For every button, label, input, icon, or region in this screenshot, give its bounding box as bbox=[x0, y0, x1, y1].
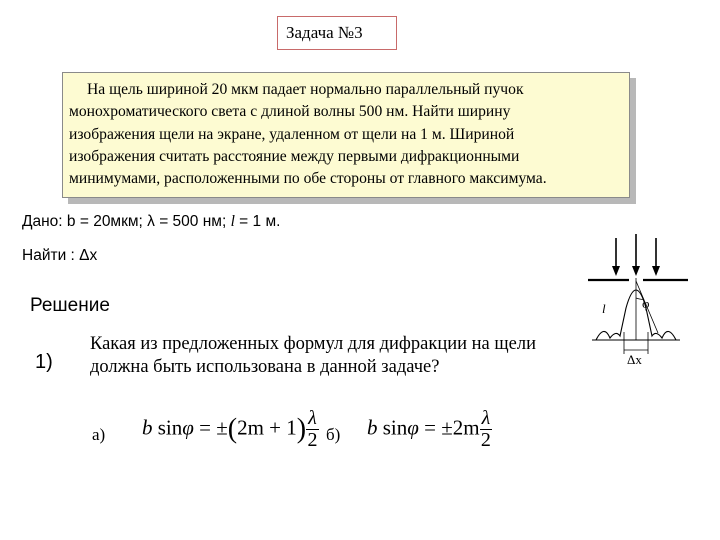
step-number: 1) bbox=[35, 351, 53, 373]
given-values bbox=[22, 213, 280, 231]
dx-label: Δx bbox=[627, 352, 642, 367]
question-line: должна быть использована в данной задаче? bbox=[90, 357, 440, 377]
option-a-label[interactable]: а) bbox=[92, 425, 106, 444]
task-title: Задача №3 bbox=[277, 16, 397, 50]
problem-line: изображения щели на экране, удаленном от щели на 1 м. Шириной bbox=[69, 125, 515, 143]
formula-option-b[interactable] bbox=[367, 408, 492, 451]
given-prefix: Дано: b = 20мкм; λ = 500 нм; bbox=[22, 213, 231, 230]
given-l-symbol: l bbox=[230, 213, 235, 230]
formula-fraction bbox=[480, 408, 493, 451]
fraction-numerator: λ bbox=[481, 407, 491, 429]
formula-eq: = ± bbox=[193, 415, 228, 440]
fraction-denominator: 2 bbox=[307, 429, 318, 451]
diffraction-diagram bbox=[576, 228, 706, 368]
formula-eq: = ±2m bbox=[418, 415, 480, 440]
problem-line: На щель шириной 20 мкм падает нормально параллельный пучок bbox=[87, 81, 524, 98]
problem-statement bbox=[62, 72, 630, 198]
solution-heading: Решение bbox=[30, 295, 110, 316]
formula-close-paren: ) bbox=[296, 413, 307, 445]
formula-fraction bbox=[306, 408, 319, 451]
problem-line: минимумами, расположенными по обе стороны от главного максимума. bbox=[69, 170, 547, 188]
formula-sin: sin bbox=[157, 415, 183, 440]
formula-option-a[interactable] bbox=[142, 408, 319, 451]
fraction-numerator: λ bbox=[308, 407, 317, 429]
incident-ray-arrows bbox=[616, 234, 656, 270]
question-line: Какая из предложенных формул для дифракции на щели bbox=[90, 334, 536, 354]
fraction-denominator: 2 bbox=[480, 429, 491, 451]
l-label: l bbox=[602, 301, 606, 316]
question-text bbox=[90, 333, 536, 379]
formula-phi: φ bbox=[407, 415, 419, 440]
formula-b: b bbox=[142, 415, 153, 440]
problem-line: изображения считать расстояние между первыми дифракционными bbox=[69, 147, 520, 165]
formula-open-paren: ( bbox=[227, 413, 238, 445]
find-statement: Найти : Δx bbox=[22, 247, 98, 264]
phi-label: φ bbox=[642, 296, 650, 311]
formula-phi: φ bbox=[182, 415, 194, 440]
arrow-heads bbox=[612, 266, 660, 276]
problem-line: монохроматического света с длиной волны 500 нм. Найти ширину bbox=[69, 103, 511, 121]
option-b-label[interactable]: б) bbox=[326, 425, 341, 444]
formula-inner: 2m + 1 bbox=[237, 415, 297, 440]
given-suffix: = 1 м. bbox=[234, 213, 281, 230]
formula-sin: sin bbox=[382, 415, 408, 440]
formula-b: b bbox=[367, 415, 378, 440]
